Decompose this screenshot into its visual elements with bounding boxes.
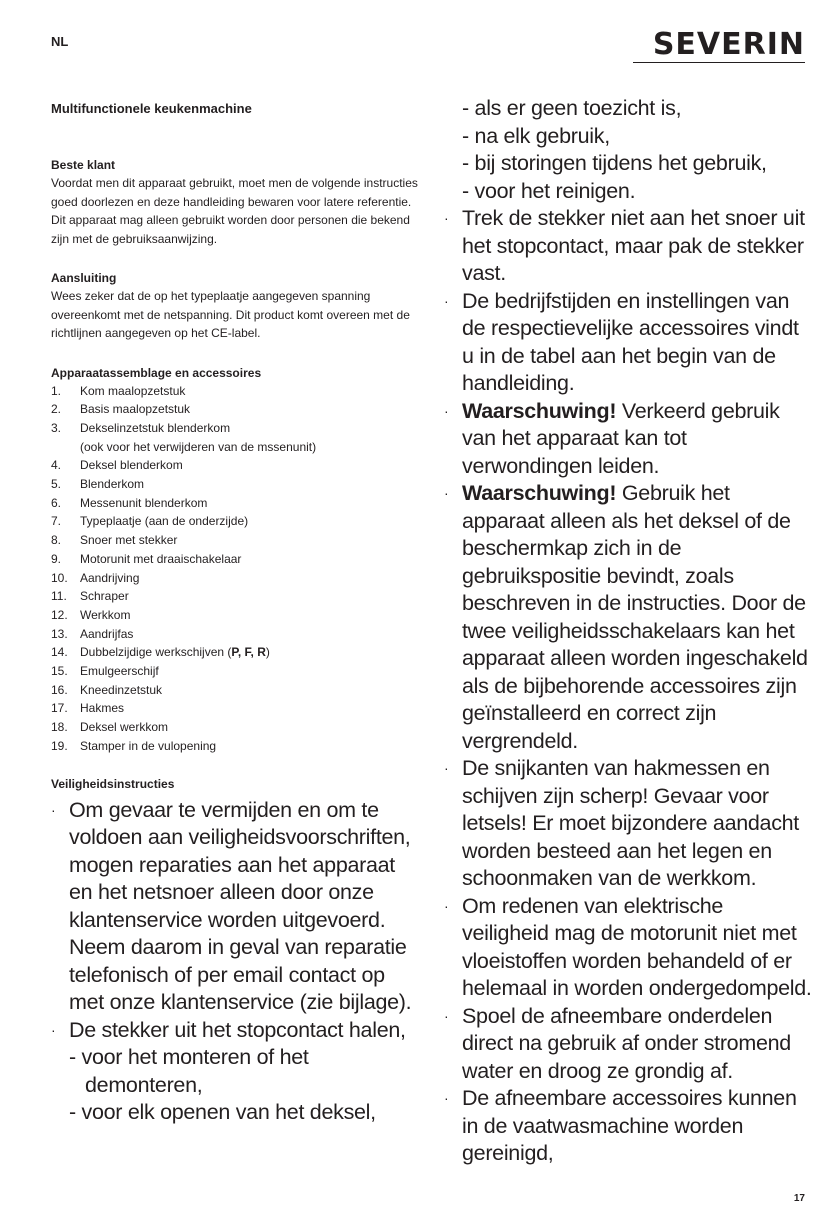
list-item: 2. Basis maalopzetstuk xyxy=(51,402,191,417)
bullet-icon: · xyxy=(51,801,56,818)
intro-text: Voordat men dit apparaat gebruikt, moet men de volgende instructies goed doorlezen en deze handleiding bewaren voor latere referentie. Dit apparaat mag alleen gebruikt worden door personen die bekend zijn met de gebruiksaanwijzing. xyxy=(51,176,418,246)
list-item: 6. Messenunit blenderkom xyxy=(51,495,208,510)
list-item: 14. Dubbelzijdige werkschijven (P, F, R) xyxy=(51,645,270,660)
safety-item: · De snijkanten van hakmessen en schijven zijn scherp! Gevaar voor letsels! Er moet bijzondere aandacht worden besteed aan het legen en schoonmaken van de werkkom. xyxy=(444,755,814,893)
intro-heading: Beste klant xyxy=(51,158,116,172)
language-code: NL xyxy=(51,34,69,49)
logo-underline xyxy=(633,62,805,63)
list-item: 3. Dekselinzetstuk blenderkom xyxy=(51,420,231,435)
list-item: 13. Aandrijfas xyxy=(51,626,134,641)
parts-heading: Apparaatassemblage en accessoires xyxy=(51,365,262,380)
safety-item: · Om gevaar te vermijden en om te voldoen aan veiligheidsvoorschriften, mogen reparaties aan het apparaat en het netsnoer alleen door onze klantenservice worden uitgevoerd. Neem daarom in geval van reparatie telefonisch of per email contact op met onze klantenservice (zie bijlage). xyxy=(51,797,421,1017)
parts-list xyxy=(51,382,421,756)
bullet-icon: · xyxy=(444,897,449,914)
brand-logo: SEVERIN xyxy=(652,27,805,62)
sub-item: - voor elk openen van het deksel, xyxy=(69,1100,376,1125)
bullet-icon: · xyxy=(444,1090,449,1106)
page-title: Multifunctionele keukenmachine xyxy=(51,101,252,116)
left-column xyxy=(51,100,421,1127)
safety-item: · Spoel de afneembare onderdelen direct na gebruik af onder stromend water en droog ze grondig af. xyxy=(444,1003,814,1086)
list-item: 16. Kneedinzetstuk xyxy=(51,682,163,697)
bullet-icon: · xyxy=(444,485,449,501)
bullet-icon: · xyxy=(444,402,449,419)
sub-item: - na elk gebruik, xyxy=(462,123,610,148)
list-item: 19. Stamper in de vulopening xyxy=(51,738,217,753)
list-item: 15. Emulgeerschijf xyxy=(51,664,159,679)
connection-text: Wees zeker dat de op het typeplaatje aangegeven spanning overeenkomt met de netspanning. Dit product komt overeen met de richtlijnen aangegeven op het CE-label. xyxy=(51,289,410,340)
list-item: 4. Deksel blenderkom xyxy=(51,458,183,473)
list-item: 1. Kom maalopzetstuk xyxy=(51,383,186,398)
safety-item: · Waarschuwing! Verkeerd gebruik van het apparaat kan tot verwondingen leiden. xyxy=(444,398,814,481)
safety-list-left xyxy=(51,797,421,1127)
bullet-icon: · xyxy=(444,210,449,226)
sub-item: demonteren, xyxy=(85,1072,203,1097)
safety-item: · De bedrijfstijden en instellingen van de respectievelijke accessoires vindt u in de tabel aan het begin van de handleiding. xyxy=(444,288,814,398)
safety-item: · Waarschuwing! Gebruik het apparaat alleen als het deksel of de beschermkap zich in de gebruikspositie bevindt, zoals beschreven in de instructies. Door de twee veiligheidsschakelaars kan het apparaat alleen worden ingeschakeld als de bijbehorende accessoires zijn geïnstalleerd en correct zijn vergrendeld. xyxy=(444,480,814,755)
list-item: 18. Deksel werkkom xyxy=(51,720,169,735)
bullet-icon: · xyxy=(444,760,449,776)
right-column xyxy=(444,95,814,1168)
safety-item: · Om redenen van elektrische veiligheid mag de motorunit niet met vloeistoffen worden behandeld of er helemaal in worden ondergedompeld. xyxy=(444,893,814,1003)
list-item: 9. Motorunit met draaischakelaar xyxy=(51,551,242,566)
page-number: 17 xyxy=(793,1193,805,1204)
list-item: 7. Typeplaatje (aan de onderzijde) xyxy=(51,514,249,529)
list-item: 12. Werkkom xyxy=(51,607,131,622)
list-item: 11. Schraper xyxy=(51,589,129,604)
bullet-icon: · xyxy=(51,1021,56,1038)
list-item: 17. Hakmes xyxy=(51,701,125,716)
connection-heading: Aansluiting xyxy=(51,271,117,285)
list-item: (ook voor het verwijderen van de mssenunit) xyxy=(80,439,317,454)
list-item: 10. Aandrijving xyxy=(51,570,140,585)
bullet-icon: · xyxy=(444,292,449,309)
list-item: 5. Blenderkom xyxy=(51,477,145,492)
safety-item: · De stekker uit het stopcontact halen, xyxy=(51,1017,421,1045)
list-item: 8. Snoer met stekker xyxy=(51,533,178,548)
sub-item: - bij storingen tijdens het gebruik, xyxy=(462,151,767,175)
sub-item: - voor het monteren of het xyxy=(69,1045,309,1070)
safety-heading: Veiligheidsinstructies xyxy=(51,776,175,791)
safety-item: · Trek de stekker niet aan het snoer uit het stopcontact, maar pak de stekker vast. xyxy=(444,205,814,288)
sub-item: - voor het reinigen. xyxy=(462,178,636,203)
safety-item: · De afneembare accessoires kunnen in de vaatwasmachine worden gereinigd, xyxy=(444,1085,814,1168)
bullet-icon: · xyxy=(444,1007,449,1024)
sub-item: - als er geen toezicht is, xyxy=(462,96,682,120)
